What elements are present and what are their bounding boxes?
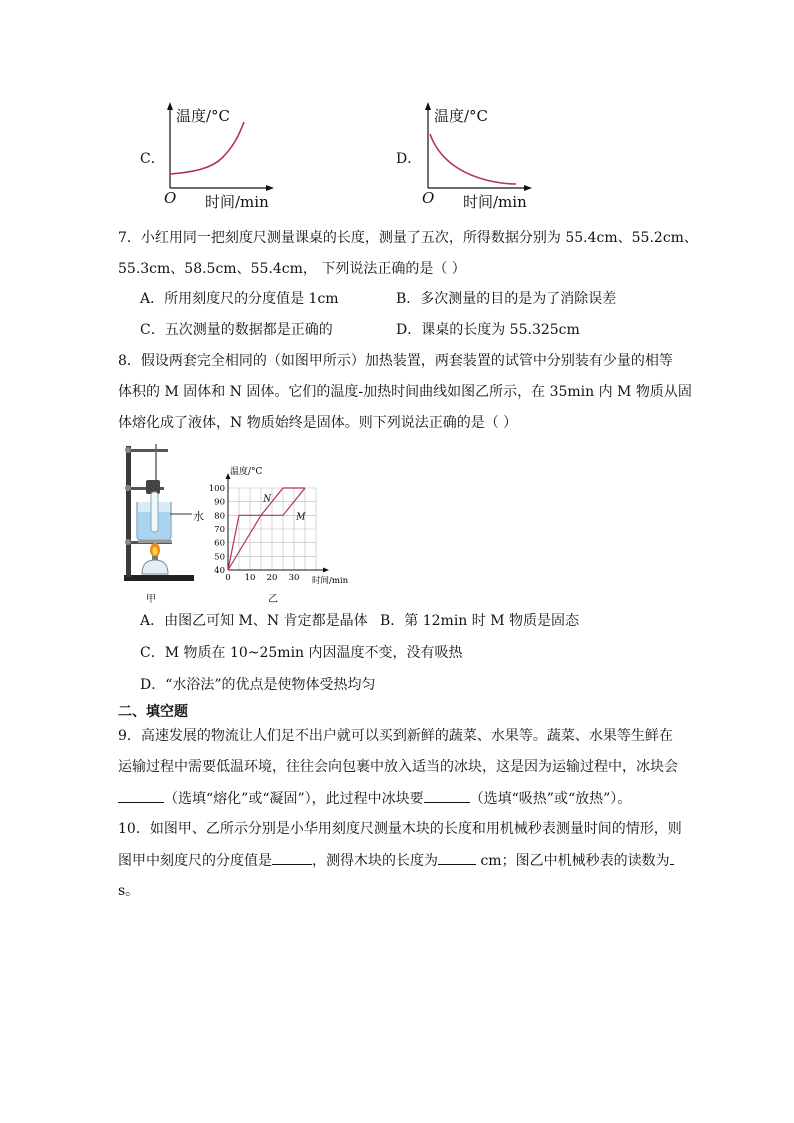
series-label-N: N xyxy=(263,494,272,505)
q10-blank-1[interactable] xyxy=(272,850,312,865)
q9-stem-line1: 9．高速发展的物流让人们足不出户就可以买到新鲜的蔬菜、水果等。蔬菜、水果等生鲜在 xyxy=(118,728,673,744)
q10-blank-3[interactable] xyxy=(670,850,674,865)
series-label-M: M xyxy=(296,512,306,523)
q6-d-origin: O xyxy=(422,189,435,207)
q6-c-curve-lower xyxy=(170,158,222,174)
q10-stem-line1: 10．如图甲、乙所示分别是小华用刻度尺测量木块的长度和用机械秒表测量时间的情形，则 xyxy=(118,821,682,837)
q10-blank-2[interactable] xyxy=(438,850,476,865)
q6-c-curve-upper xyxy=(222,122,244,158)
q10-stem-line2 xyxy=(118,850,674,871)
q8-water-label: 水 xyxy=(193,510,204,523)
q6-d-ylabel: 温度/°C xyxy=(434,107,489,125)
alcohol-lamp xyxy=(142,560,168,574)
q8-stem-line2: 体积的 M 固体和 N 固体。它们的温度-加热时间曲线如图乙所示，在 35min 内 M 物质从固 xyxy=(118,384,692,400)
x-tick-label: 0 xyxy=(225,573,231,583)
q7-option-a: A．所用刻度尺的分度值是 1cm xyxy=(140,291,339,307)
q10-line2-text-b: ，测得木块的长度为 xyxy=(312,853,438,869)
test-tube xyxy=(151,492,158,532)
chart-ylabel: 温度/°C xyxy=(230,467,263,477)
chart-grid xyxy=(228,488,316,570)
q8-option-b: B．第 12min 时 M 物质是固态 xyxy=(380,613,580,629)
q6-d-curve-lower xyxy=(486,180,516,184)
q7-option-d: D．课桌的长度为 55.325cm xyxy=(396,322,580,338)
x-axis-arrow xyxy=(323,568,329,573)
gauze xyxy=(138,540,172,543)
x-tick-label: 10 xyxy=(244,573,256,583)
x-tick-label: 30 xyxy=(288,573,300,583)
q8-option-d: D．“水浴法”的优点是使物体受热均匀 xyxy=(140,677,376,693)
q8-option-a: A．由图乙可知 M、N 肯定都是晶体 xyxy=(140,613,368,629)
q7-option-b: B．多次测量的目的是为了消除误差 xyxy=(396,291,617,307)
q6-d-curve-upper xyxy=(430,134,486,180)
y-tick-label: 50 xyxy=(214,552,225,563)
q8-stem-line3: 体熔化成了液体，N 物质始终是固体。则下列说法正确的是（ ） xyxy=(118,415,518,431)
y-tick-label: 60 xyxy=(214,538,225,549)
q7-stem-line1: 7．小红用同一把刻度尺测量课桌的长度，测量了五次，所得数据分别为 55.4cm、55.2cm、 xyxy=(118,230,698,246)
q8-option-c: C．M 物质在 10~25min 内因温度不变，没有吸热 xyxy=(140,645,463,661)
q9-stem-line2: 运输过程中需要低温环境，往往会向包裹中放入适当的冰块，这是因为运输过程中，冰块会 xyxy=(118,759,678,775)
q9-line3-text-b: （选填“吸热”或“放热”）。 xyxy=(469,791,632,807)
q10-line2-text-c: cm；图乙中机械秒表的读数为 xyxy=(476,853,670,869)
q10-line2-text-a: 图甲中刻度尺的分度值是 xyxy=(118,853,272,869)
stand-base xyxy=(124,575,194,581)
q8-stem-line1: 8．假设两套完全相同的（如图甲所示）加热装置，两套装置的试管中分别装有少量的相等 xyxy=(118,353,673,369)
y-tick-label: 40 xyxy=(214,566,225,576)
chart-ticks xyxy=(209,484,300,583)
q9-stem-line3 xyxy=(118,788,631,809)
y-tick-label: 90 xyxy=(214,497,225,508)
q9-blank-2[interactable] xyxy=(424,788,470,803)
q6-c-ylabel: 温度/°C xyxy=(176,107,231,125)
q9-blank-1[interactable] xyxy=(118,788,164,803)
x-tick-label: 20 xyxy=(266,573,278,583)
y-tick-label: 80 xyxy=(214,511,225,522)
q10-stem-line3: s。 xyxy=(118,883,140,899)
q6-c-origin: O xyxy=(164,189,177,207)
q8-fig-jia-caption: 甲 xyxy=(146,594,156,605)
q9-line3-text-a: （选填“熔化”或“凝固”），此过程中冰块要 xyxy=(164,791,424,807)
clamp-upper xyxy=(128,449,168,452)
y-tick-label: 100 xyxy=(208,484,225,494)
y-tick-label: 70 xyxy=(214,525,225,535)
q6-option-c-letter: C． xyxy=(140,151,165,167)
q8-fig-yi-chart xyxy=(204,460,364,595)
chart-xlabel: 时间/min xyxy=(312,576,349,586)
q7-option-c: C．五次测量的数据都是正确的 xyxy=(140,322,333,338)
q6-option-d-letter: D． xyxy=(396,151,422,167)
stand-rod xyxy=(126,446,131,577)
q7-stem-line2: 55.3cm、58.5cm、55.4cm， 下列说法正确的是（ ） xyxy=(118,261,466,277)
q6-d-xlabel: 时间/min xyxy=(463,193,527,211)
section-fill-in-title: 二、填空题 xyxy=(118,704,188,720)
q6-c-xlabel: 时间/min xyxy=(205,193,269,211)
q8-fig-yi-caption: 乙 xyxy=(268,594,278,605)
